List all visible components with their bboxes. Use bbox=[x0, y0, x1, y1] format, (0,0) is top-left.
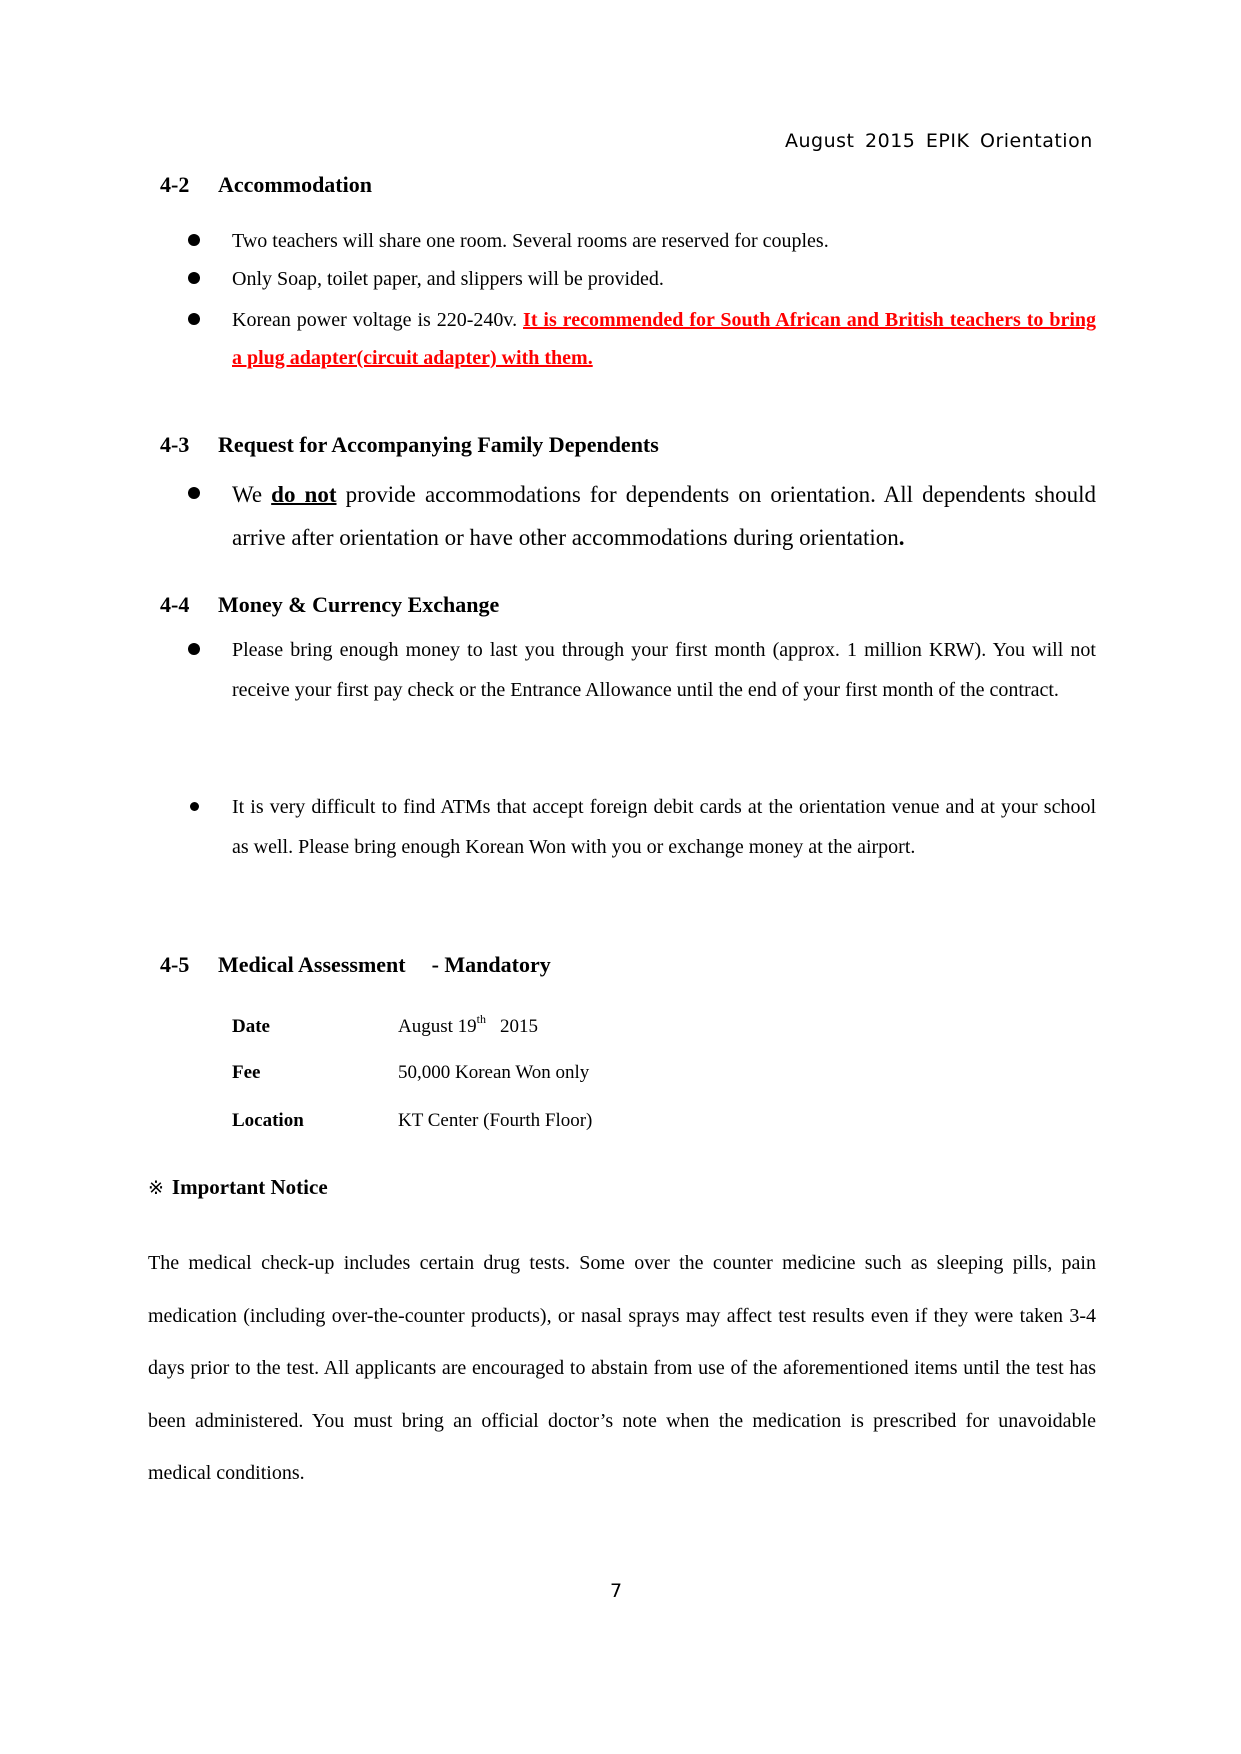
location-value: KT Center (Fourth Floor) bbox=[398, 1110, 593, 1131]
bullet-text: Korean power voltage is 220-240v. It is recommended for South African and British teachers to bring a plug adapter(circuit adapter) with them. bbox=[232, 309, 1096, 369]
info-row-fee bbox=[232, 1062, 589, 1084]
bullet-text: Only Soap, toilet paper, and slippers will be provided. bbox=[232, 268, 664, 290]
running-header: August 2015 EPIK Orientation bbox=[785, 130, 1093, 152]
list-item bbox=[188, 630, 1096, 710]
page-number: 7 bbox=[610, 1580, 623, 1602]
date-label: Date bbox=[232, 1016, 270, 1037]
section-number: 4-3 bbox=[160, 432, 190, 457]
info-row-date bbox=[232, 1012, 538, 1038]
section-number: 4-4 bbox=[160, 592, 190, 617]
fee-label: Fee bbox=[232, 1062, 261, 1083]
notice-title: Important Notice bbox=[171, 1175, 328, 1199]
bullet-text: We do not provide accommodations for dependents on orientation. All dependents should arrive after orientation or have other accommodations during orientation. bbox=[232, 482, 1097, 550]
bullet-icon bbox=[188, 234, 200, 246]
bullet-icon bbox=[188, 313, 200, 325]
bullet-icon bbox=[188, 272, 200, 284]
section-heading-4-5 bbox=[160, 952, 551, 978]
bullet-text: It is very difficult to find ATMs that accept foreign debit cards at the orientation venue and at your school as well. Please bring enough Korean Won with you or exchange money at the airport. bbox=[232, 796, 1096, 858]
section-title: Money & Currency Exchange bbox=[218, 592, 500, 617]
list-item bbox=[188, 222, 1096, 260]
info-row-location bbox=[232, 1110, 592, 1132]
section-title: Accommodation bbox=[218, 172, 372, 197]
section-title: Request for Accompanying Family Dependents bbox=[218, 432, 659, 457]
important-notice-heading bbox=[148, 1175, 328, 1200]
important-notice-body: The medical check-up includes certain drug tests. Some over the counter medicine such as sleeping pills, pain medication (including over-the-counter products), or nasal sprays may affect test results even if they were taken 3-4 days prior to the test. All applicants are encouraged to abstain from use of the aforementioned items until the test has been administered. You must bring an official doctor’s note when the medication is prescribed for unavoidable medical conditions. bbox=[148, 1252, 1096, 1484]
location-label: Location bbox=[232, 1110, 304, 1131]
section-title: Medical Assessment bbox=[218, 952, 406, 977]
plug-adapter-warning: It is recommended for South African and British teachers to bring a plug adapter(circuit adapter) with them. bbox=[232, 309, 1096, 369]
list-item bbox=[188, 787, 1096, 867]
bullet-icon bbox=[188, 487, 200, 499]
list-item bbox=[188, 473, 1096, 559]
bullet-icon bbox=[188, 643, 200, 655]
section-heading-4-4 bbox=[160, 592, 499, 618]
do-not-emphasis: do not bbox=[271, 482, 337, 507]
reference-mark-icon: ※ bbox=[148, 1177, 164, 1199]
bullet-text: Please bring enough money to last you through your first month (approx. 1 million KRW). You will not receive your first pay check or the Entrance Allowance until the end of your first month of the contract. bbox=[232, 639, 1096, 701]
bullet-icon bbox=[190, 802, 199, 811]
section-number: 4-2 bbox=[160, 172, 190, 197]
list-item bbox=[188, 301, 1096, 377]
list-item bbox=[188, 260, 1096, 298]
section-heading-4-2 bbox=[160, 172, 372, 198]
fee-value: 50,000 Korean Won only bbox=[398, 1062, 590, 1083]
section-number: 4-5 bbox=[160, 952, 190, 977]
section-heading-4-3 bbox=[160, 432, 659, 458]
bullet-text: Two teachers will share one room. Several rooms are reserved for couples. bbox=[232, 230, 829, 252]
date-value: August 19th 2015 bbox=[398, 1012, 538, 1037]
section-subtitle: - Mandatory bbox=[431, 952, 551, 977]
